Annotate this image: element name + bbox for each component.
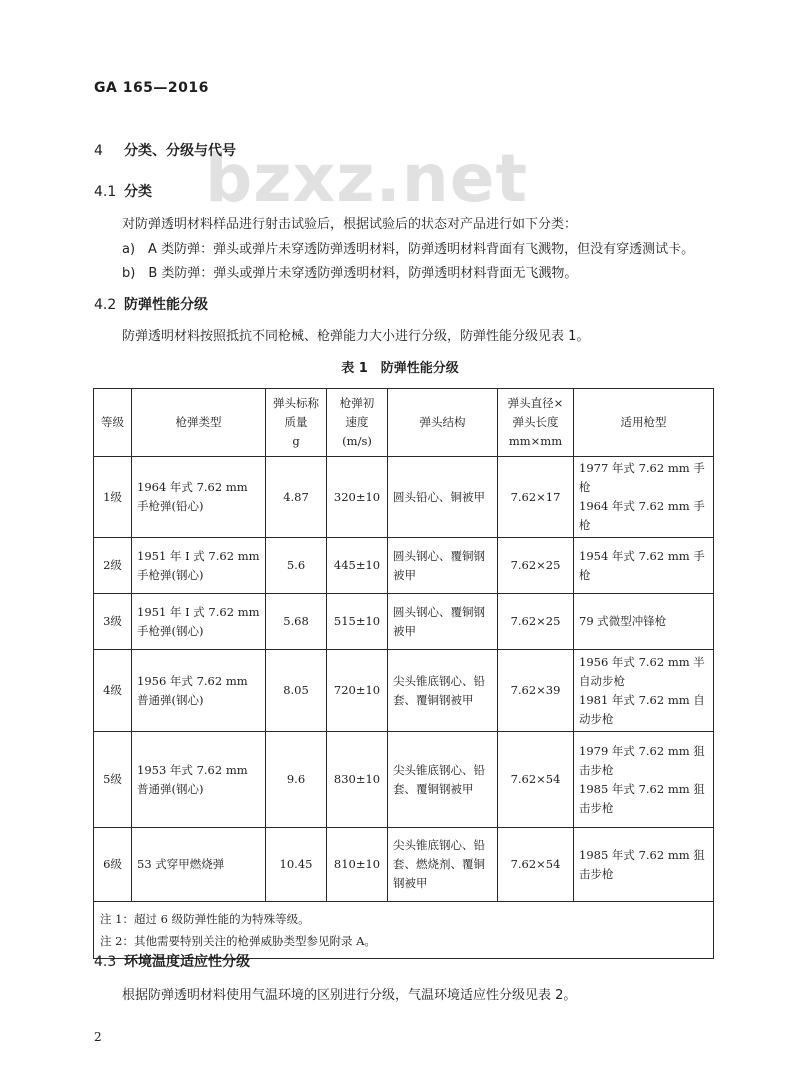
section-title: 分类、分级与代号 bbox=[124, 143, 236, 159]
header-applicable-gun: 适用枪型 bbox=[574, 389, 714, 457]
header-line: 弹头长度 bbox=[512, 415, 559, 429]
table-notes bbox=[94, 902, 714, 959]
cell-structure: 尖头锥底钢心、铅套、覆铜钢被甲 bbox=[388, 650, 498, 732]
section-4-heading bbox=[94, 140, 236, 160]
cell-grade: 5级 bbox=[94, 732, 132, 828]
cell-gun bbox=[574, 732, 714, 828]
header-unit: (m/s) bbox=[342, 434, 372, 448]
cell-grade: 3级 bbox=[94, 594, 132, 650]
cell-mass: 4.87 bbox=[266, 457, 327, 538]
cell-gun bbox=[574, 457, 714, 538]
table-note: 注 1：超过 6 级防弹性能的为特殊等级。 bbox=[100, 912, 310, 926]
header-unit: g bbox=[292, 434, 300, 448]
table-row bbox=[94, 594, 714, 650]
document-id: GA 165—2016 bbox=[94, 80, 209, 96]
table-row bbox=[94, 538, 714, 594]
header-grade: 等级 bbox=[94, 389, 132, 457]
cell-ammo: 1956 年式 7.62 mm 普通弹(钢心) bbox=[132, 650, 266, 732]
section-number: 4.1 bbox=[94, 184, 117, 200]
gun-line: 1977 年式 7.62 mm 手枪 bbox=[579, 461, 705, 494]
section-4-2-heading bbox=[94, 294, 208, 314]
header-velocity bbox=[327, 389, 388, 457]
section-4-2-intro: 防弹透明材料按照抵抗不同枪械、枪弹能力大小进行分级，防弹性能分级见表 1。 bbox=[122, 329, 590, 344]
page-number: 2 bbox=[94, 1030, 102, 1044]
section-4-1-intro: 对防弹透明材料样品进行射击试验后，根据试验后的状态对产品进行如下分类： bbox=[122, 217, 578, 232]
table-row bbox=[94, 732, 714, 828]
header-mass bbox=[266, 389, 327, 457]
cell-ammo: 1951 年 I 式 7.62 mm 手枪弹(钢心) bbox=[132, 538, 266, 594]
cell-dimension: 7.62×54 bbox=[498, 828, 574, 902]
section-4-3-intro: 根据防弹透明材料使用气温环境的区别进行分级，气温环境适应性分级见表 2。 bbox=[122, 988, 577, 1003]
section-title: 防弹性能分级 bbox=[124, 297, 208, 313]
cell-mass: 5.6 bbox=[266, 538, 327, 594]
cell-gun bbox=[574, 650, 714, 732]
cell-mass: 5.68 bbox=[266, 594, 327, 650]
cell-structure: 尖头锥底钢心、铅套、覆铜钢被甲 bbox=[388, 732, 498, 828]
gun-line: 1981 年式 7.62 mm 自动步枪 bbox=[579, 692, 705, 726]
section-number: 4.2 bbox=[94, 297, 117, 313]
header-line: 速度 bbox=[345, 415, 369, 429]
cell-grade: 4级 bbox=[94, 650, 132, 732]
ballistic-grade-table bbox=[93, 388, 714, 959]
gun-line: 1964 年式 7.62 mm 手枪 bbox=[579, 499, 705, 532]
classification-item-b: b) B 类防弹：弹头或弹片未穿透防弹透明材料，防弹透明材料背面无飞溅物。 bbox=[122, 266, 578, 281]
cell-dimension: 7.62×17 bbox=[498, 457, 574, 538]
cell-grade: 2级 bbox=[94, 538, 132, 594]
section-4-1-heading bbox=[94, 181, 152, 201]
table-note: 注 2：其他需要特别关注的枪弹威胁类型参见附录 A。 bbox=[100, 934, 376, 948]
gun-line: 1985 年式 7.62 mm 狙击步枪 bbox=[579, 781, 705, 815]
cell-structure: 圆头钢心、覆铜钢被甲 bbox=[388, 538, 498, 594]
header-line: 枪弹初 bbox=[339, 396, 375, 410]
section-title: 分类 bbox=[124, 184, 152, 200]
cell-velocity: 830±10 bbox=[327, 732, 388, 828]
header-structure: 弹头结构 bbox=[388, 389, 498, 457]
header-line: 质量 bbox=[284, 415, 308, 429]
cell-grade: 1级 bbox=[94, 457, 132, 538]
cell-velocity: 515±10 bbox=[327, 594, 388, 650]
cell-structure: 尖头锥底钢心、铅套、燃烧剂、覆铜钢被甲 bbox=[388, 828, 498, 902]
cell-ammo: 1964 年式 7.62 mm 手枪弹(铅心) bbox=[132, 457, 266, 538]
cell-dimension: 7.62×54 bbox=[498, 732, 574, 828]
header-unit: mm×mm bbox=[508, 434, 563, 448]
cell-ammo: 1953 年式 7.62 mm 普通弹(钢心) bbox=[132, 732, 266, 828]
cell-velocity: 445±10 bbox=[327, 538, 388, 594]
cell-gun bbox=[574, 828, 714, 902]
cell-ammo: 53 式穿甲燃烧弹 bbox=[132, 828, 266, 902]
cell-mass: 9.6 bbox=[266, 732, 327, 828]
classification-item-a: a) A 类防弹：弹头或弹片未穿透防弹透明材料，防弹透明材料背面有飞溅物，但没有穿透测试卡。 bbox=[122, 242, 695, 257]
table-1-title: 表 1 防弹性能分级 bbox=[341, 361, 459, 376]
gun-line: 1954 年式 7.62 mm 手枪 bbox=[579, 548, 705, 582]
cell-dimension: 7.62×25 bbox=[498, 594, 574, 650]
watermark: bzxz.net bbox=[205, 140, 529, 217]
table-row bbox=[94, 828, 714, 902]
cell-velocity: 810±10 bbox=[327, 828, 388, 902]
cell-dimension: 7.62×25 bbox=[498, 538, 574, 594]
cell-mass: 10.45 bbox=[266, 828, 327, 902]
cell-grade: 6级 bbox=[94, 828, 132, 902]
cell-velocity: 720±10 bbox=[327, 650, 388, 732]
table-notes-row bbox=[94, 902, 714, 959]
header-line: 弹头标称 bbox=[273, 396, 319, 410]
header-dimension bbox=[498, 389, 574, 457]
cell-ammo: 1951 年 I 式 7.62 mm 手枪弹(钢心) bbox=[132, 594, 266, 650]
section-number: 4.3 bbox=[94, 954, 117, 970]
cell-structure: 圆头铅心、铜被甲 bbox=[388, 457, 498, 538]
table-row bbox=[94, 650, 714, 732]
cell-gun bbox=[574, 594, 714, 650]
cell-dimension: 7.62×39 bbox=[498, 650, 574, 732]
section-4-3-heading bbox=[94, 951, 250, 971]
header-line: 弹头直径× bbox=[507, 396, 564, 410]
header-ammo-type: 枪弹类型 bbox=[132, 389, 266, 457]
table-row bbox=[94, 457, 714, 538]
cell-mass: 8.05 bbox=[266, 650, 327, 732]
section-title: 环境温度适应性分级 bbox=[124, 954, 250, 970]
cell-gun bbox=[574, 538, 714, 594]
table-header-row bbox=[94, 389, 714, 457]
gun-line: 1979 年式 7.62 mm 狙击步枪 bbox=[579, 743, 705, 777]
gun-line: 1956 年式 7.62 mm 半自动步枪 bbox=[579, 654, 705, 688]
gun-line: 79 式微型冲锋枪 bbox=[579, 614, 667, 628]
cell-structure: 圆头钢心、覆铜钢被甲 bbox=[388, 594, 498, 650]
section-number: 4 bbox=[94, 143, 103, 159]
gun-line: 1985 年式 7.62 mm 狙击步枪 bbox=[579, 847, 705, 881]
cell-velocity: 320±10 bbox=[327, 457, 388, 538]
